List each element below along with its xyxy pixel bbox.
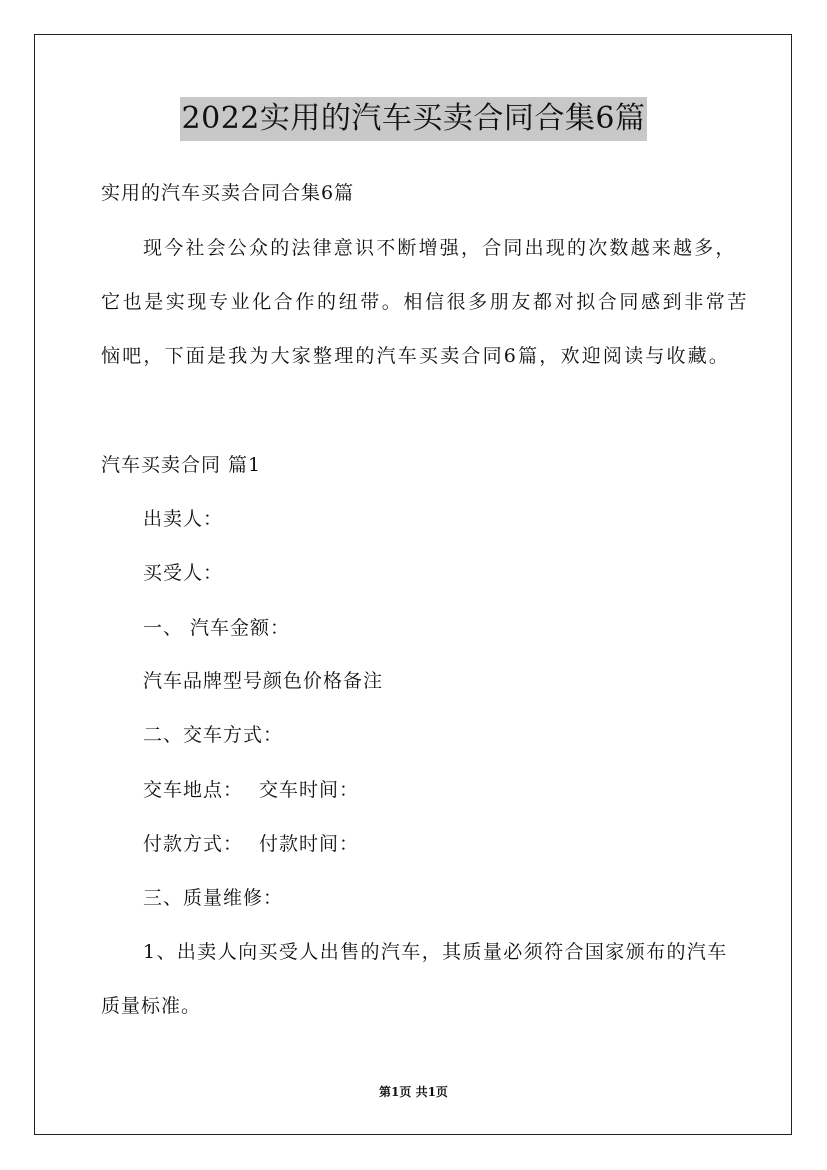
- intro-line-3: 恼吧，下面是我为大家整理的汽车买卖合同6篇，欢迎阅读与收藏。: [101, 345, 731, 367]
- section-heading: 汽车买卖合同 篇1: [101, 454, 262, 476]
- intro-line-2: 它也是实现专业化合作的纽带。相信很多朋友都对拟合同感到非常苦: [101, 291, 750, 313]
- payment-method-label: 付款方式：: [143, 833, 244, 855]
- delivery-row: [143, 777, 359, 803]
- document-subtitle: 实用的汽车买卖合同合集6篇: [101, 182, 355, 204]
- item-3-heading: 三、质量维修：: [143, 887, 284, 909]
- delivery-time-label: 交车时间：: [259, 779, 360, 801]
- item-1-heading: 一、 汽车金额：: [143, 617, 291, 639]
- clause-1-line-2: 质量标准。: [101, 995, 202, 1017]
- clause-1-line-1: 1、出卖人向买受人出售的汽车，其质量必须符合国家颁布的汽车: [143, 941, 728, 963]
- payment-row: [143, 831, 359, 857]
- page-footer: 第1页 共1页: [379, 1085, 448, 1099]
- intro-line-1: 现今社会公众的法律意识不断增强，合同出现的次数越来越多，: [143, 237, 737, 259]
- item-2-heading: 二、交车方式：: [143, 724, 284, 746]
- seller-label: 出卖人：: [143, 508, 224, 530]
- document-title: 2022实用的汽车买卖合同合集6篇: [180, 97, 648, 141]
- buyer-label: 买受人：: [143, 562, 224, 584]
- title-container: [0, 97, 827, 141]
- payment-time-label: 付款时间：: [259, 833, 360, 855]
- vehicle-table-header: 汽车品牌型号颜色价格备注: [143, 670, 384, 692]
- delivery-place-label: 交车地点：: [143, 779, 244, 801]
